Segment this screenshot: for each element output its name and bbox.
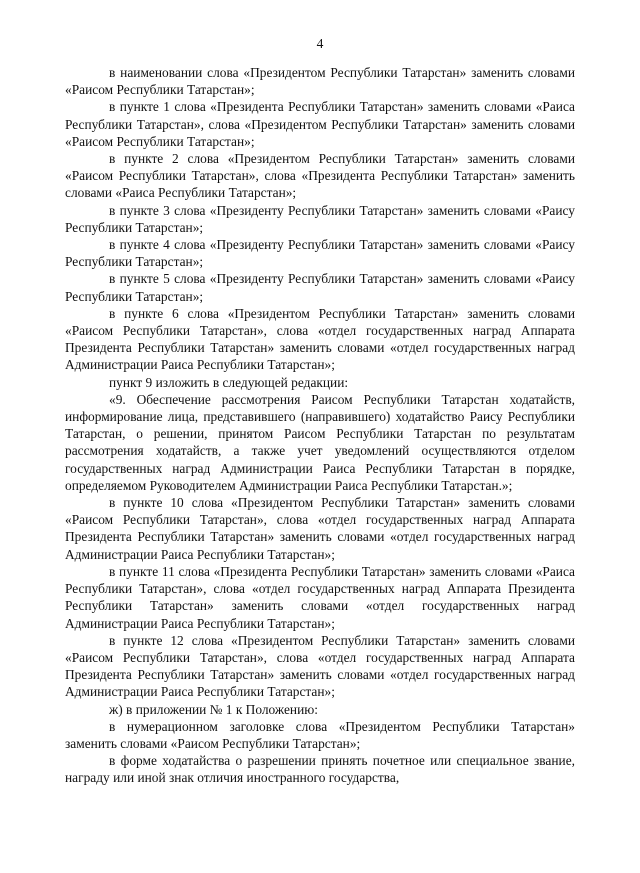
paragraph: в пункте 1 слова «Президента Республики Татарстан» заменить словами «Раиса Республики Татарстан», слова «Президентом Республики Татарстан» заменить словами «Раисом Республики Татарстан»; xyxy=(65,99,575,149)
page-number: 4 xyxy=(316,36,324,51)
paragraph: ж) в приложении № 1 к Положению: xyxy=(109,701,318,717)
document-body xyxy=(65,64,575,787)
paragraph: в пункте 12 слова «Президентом Республики Татарстан» заменить словами «Раисом Республики Татарстан», слова «отдел государственных наград Аппарата Президента Республики Татарстан» заменить словами «отдел государственных наград Администрации Раиса Республики Татарстан»; xyxy=(65,632,575,700)
paragraph: в пункте 11 слова «Президента Республики Татарстан» заменить словами «Раиса Республики Татарстан», слова «отдел государственных наград Аппарата Президента Республики Татарстан» заменить словами «отдел государственных наград Администрации Раиса Республики Татарстан»; xyxy=(65,563,575,631)
paragraph: в пункте 6 слова «Президентом Республики Татарстан» заменить словами «Раисом Республики Татарстан», слова «отдел государственных наград Аппарата Президента Республики Татарстан» заменить словами «отдел государственных наград Администрации Раиса Республики Татарстан»; xyxy=(65,305,575,373)
paragraph: «9. Обеспечение рассмотрения Раисом Республики Татарстан ходатайств, информирование лица, представившего (направившего) ходатайство Раису Республики Татарстан, о решении, принятом Раисом Республики Татарстан по результатам рассмотрения ходатайств, а также учет уведомлений осуществляются отделом государственных наград Администрации Раиса Республики Татарстан в порядке, определяемом Руководителем Администрации Раиса Республики Татарстан.»; xyxy=(65,391,575,493)
paragraph: в форме ходатайства о разрешении принять почетное или специальное звание, награду или иной знак отличия иностранного государства, xyxy=(65,753,575,786)
paragraph: в пункте 5 слова «Президенту Республики Татарстан» заменить словами «Раису Республики Татарстан»; xyxy=(65,271,575,304)
paragraph: в пункте 10 слова «Президентом Республики Татарстан» заменить словами «Раисом Республики Татарстан», слова «отдел государственных наград Аппарата Президента Республики Татарстан» заменить словами «отдел государственных наград Администрации Раиса Республики Татарстан»; xyxy=(65,495,575,562)
paragraph: в нумерационном заголовке слова «Президентом Республики Татарстан» заменить словами «Раисом Республики Татарстан»; xyxy=(65,718,575,751)
paragraph: в наименовании слова «Президентом Республики Татарстан» заменить словами «Раисом Республики Татарстан»; xyxy=(65,65,575,98)
paragraph: в пункте 3 слова «Президенту Республики Татарстан» заменить словами «Раису Республики Татарстан»; xyxy=(65,202,575,235)
paragraph: пункт 9 изложить в следующей редакции: xyxy=(109,374,349,390)
paragraph: в пункте 4 слова «Президенту Республики Татарстан» заменить словами «Раису Республики Татарстан»; xyxy=(65,237,575,270)
paragraph: в пункте 2 слова «Президентом Республики Татарстан» заменить словами «Раисом Республики Татарстан», слова «Президента Республики Татарстан» заменить словами «Раиса Республики Татарстан»; xyxy=(65,151,575,201)
